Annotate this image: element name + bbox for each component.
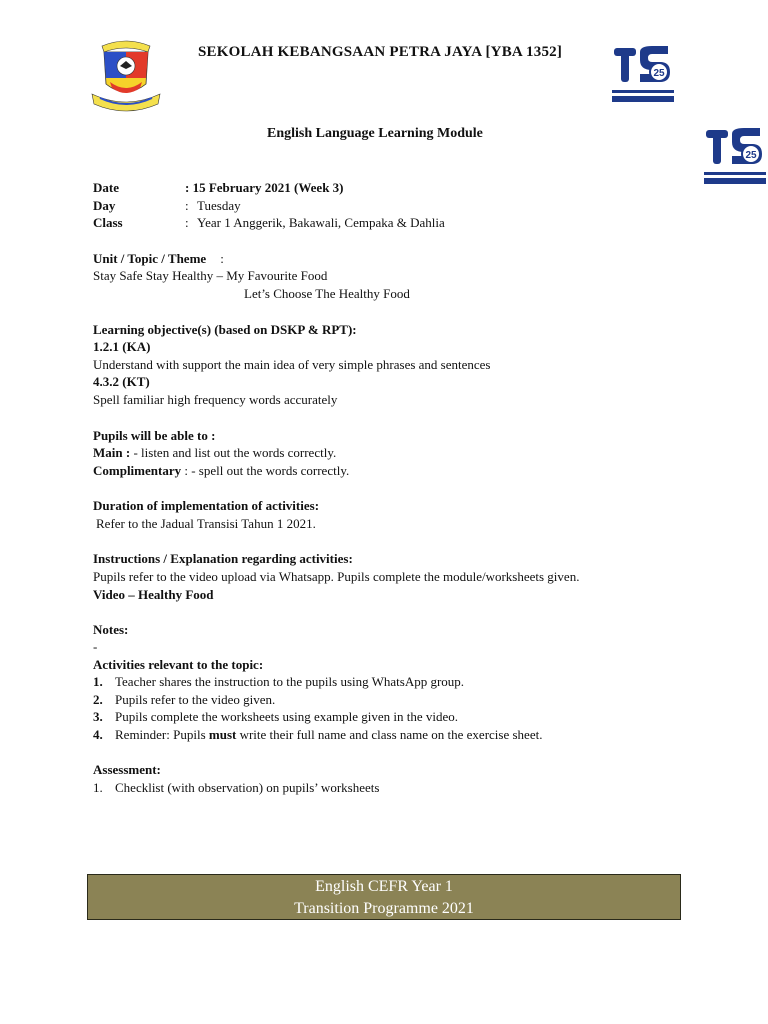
main-text: - listen and list out the words correctly. (133, 445, 337, 460)
school-name: SEKOLAH KEBANGSAAN PETRA JAYA [YBA 1352] (198, 44, 563, 60)
pupils-main-row (93, 445, 336, 461)
date-value: : 15 February 2021 (Week 3) (185, 180, 344, 195)
pupils-comp-row (93, 463, 349, 479)
class-value: Year 1 Anggerik, Bakawali, Cempaka & Dahlia (197, 215, 445, 230)
instructions-text: Pupils refer to the video upload via Whatsapp. Pupils complete the module/worksheets given. (93, 569, 580, 584)
objective-desc-1: Understand with support the main idea of very simple phrases and sentences (93, 357, 491, 372)
activity-item: 4. Reminder: Pupils must write their full name and class name on the exercise sheet. (93, 727, 543, 742)
pupils-heading: Pupils will be able to : (93, 428, 216, 443)
assessment-heading: Assessment: (93, 762, 161, 777)
unit-line1: Stay Safe Stay Healthy – My Favourite Food (93, 268, 328, 283)
footer-line-1: English CEFR Year 1 (315, 878, 453, 895)
objective-desc-2: Spell familiar high frequency words accurately (93, 392, 338, 407)
instructions-heading: Instructions / Explanation regarding activities: (93, 551, 353, 566)
main-label: Main : (93, 445, 131, 460)
objective-code-2: 4.3.2 (KT) (93, 374, 150, 389)
duration-heading: Duration of implementation of activities: (93, 498, 320, 513)
duration-text: Refer to the Jadual Transisi Tahun 1 2021. (96, 516, 316, 531)
school-crest-icon (88, 38, 164, 114)
activity-item: 2. Pupils refer to the video given. (93, 692, 276, 707)
activity-item: 1. Teacher shares the instruction to the pupils using WhatsApp group. (93, 674, 465, 689)
class-row: Class : Year 1 Anggerik, Bakawali, Cempaka & Dahlia (93, 215, 445, 230)
comp-text: : - spell out the words correctly. (184, 463, 350, 478)
unit-heading-row: Unit / Topic / Theme : (93, 251, 224, 266)
activity-item: 3. Pupils complete the worksheets using example given in the video. (93, 709, 458, 724)
footer-banner (87, 874, 681, 920)
unit-heading: Unit / Topic / Theme (93, 251, 207, 266)
svg-text:25: 25 (745, 150, 757, 161)
date-label: Date (93, 180, 119, 195)
objective-code-1: 1.2.1 (KA) (93, 339, 151, 354)
ts25-logo-icon (610, 42, 676, 106)
notes-text: - (93, 639, 98, 654)
day-row: Day : Tuesday (93, 198, 241, 213)
assessment-item: 1. Checklist (with observation) on pupils’ worksheets (93, 780, 380, 795)
day-label: Day (93, 198, 116, 213)
footer-line-2: Transition Programme 2021 (294, 900, 474, 917)
date-row (93, 180, 344, 196)
class-label: Class (93, 215, 123, 230)
day-value: Tuesday (197, 198, 241, 213)
activities-heading: Activities relevant to the topic: (93, 657, 264, 672)
video-title: Video – Healthy Food (93, 587, 214, 602)
notes-heading: Notes: (93, 622, 129, 637)
unit-line2: Let’s Choose The Healthy Food (244, 286, 410, 301)
module-title: English Language Learning Module (267, 126, 483, 141)
comp-label: Complimentary (93, 463, 182, 478)
svg-text:25: 25 (653, 68, 665, 79)
objectives-heading: Learning objective(s) (based on DSKP & RPT): (93, 322, 357, 337)
ts25-logo-icon-secondary (702, 124, 768, 188)
